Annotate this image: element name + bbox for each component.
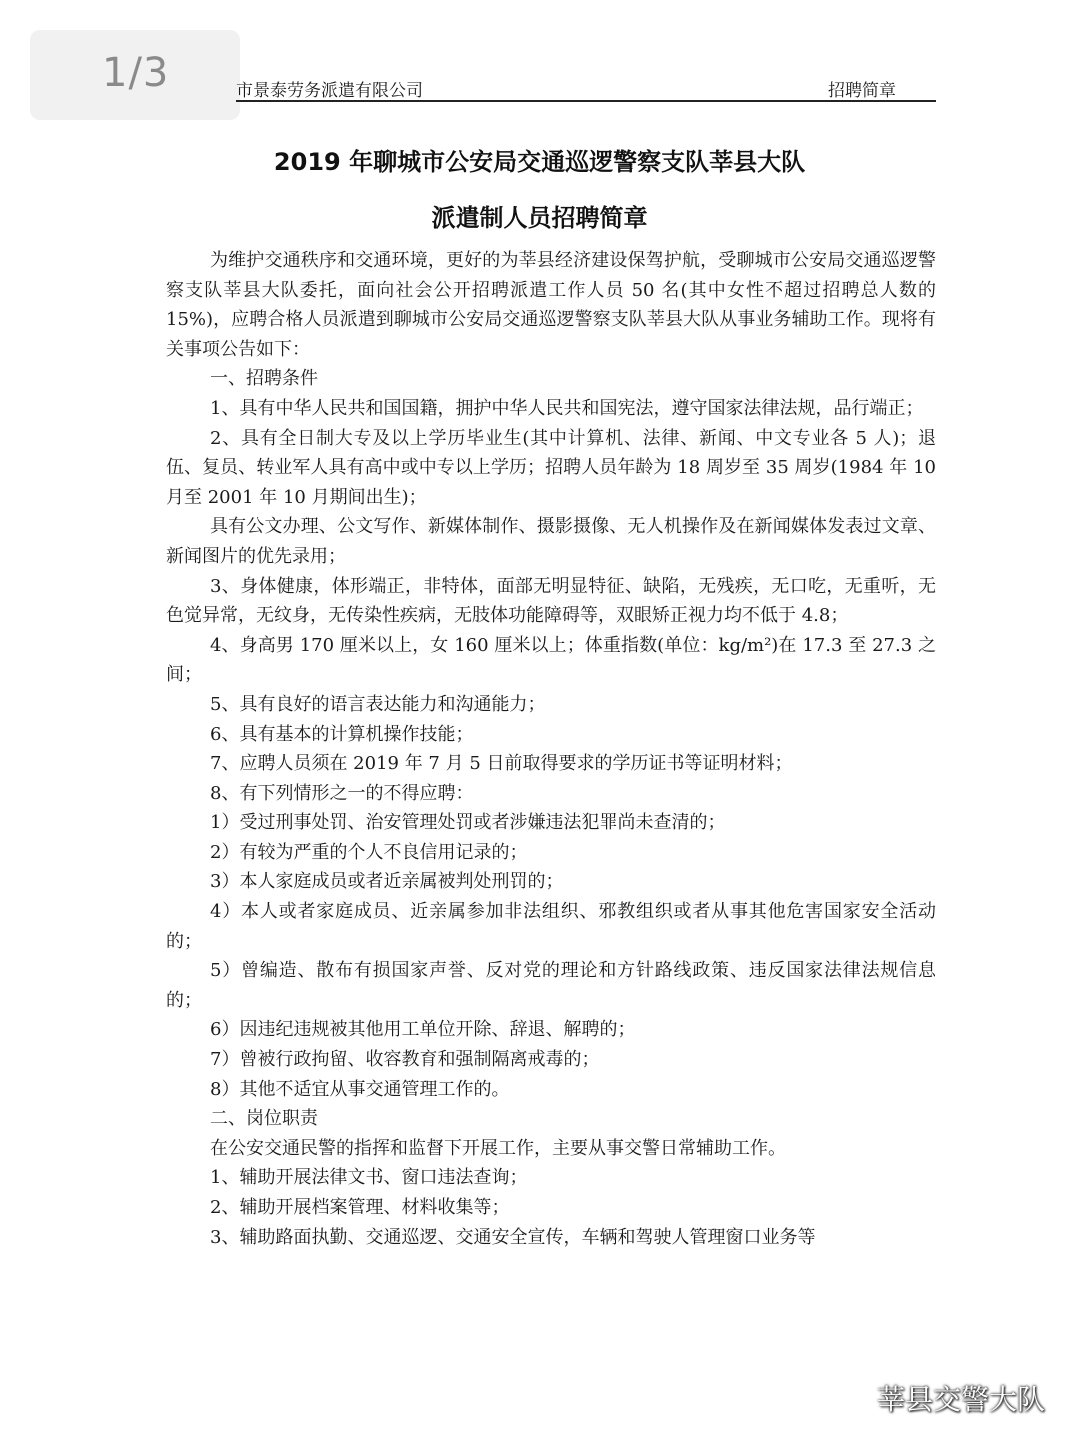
exclusion-item: 6）因违纪违规被其他用工单位开除、辞退、解聘的； bbox=[210, 1019, 636, 1041]
document-header bbox=[236, 72, 936, 102]
title-line-1: 2019 年聊城市公安局交通巡逻警察支队莘县大队 bbox=[273, 148, 806, 176]
page-indicator bbox=[30, 30, 240, 120]
duty-summary: 在公安交通民警的指挥和监督下开展工作，主要从事交警日常辅助工作。 bbox=[210, 1137, 786, 1159]
document-body bbox=[166, 246, 936, 1252]
exclusion-item: 7）曾被行政拘留、收容教育和强制隔离戒毒的； bbox=[210, 1049, 600, 1071]
wechat-icon bbox=[839, 1386, 869, 1410]
requirement-item: 7、应聘人员须在 2019 年 7 月 5 日前取得要求的学历证书等证明材料； bbox=[210, 753, 793, 775]
duty-item: 1、辅助开展法律文书、窗口违法查询； bbox=[210, 1167, 528, 1189]
title-line-2: 派遣制人员招聘简章 bbox=[431, 204, 648, 232]
company-name: 市景泰劳务派遣有限公司 bbox=[236, 81, 423, 101]
exclusion-item: 8）其他不适宜从事交通管理工作的。 bbox=[210, 1078, 510, 1100]
section-heading: 一、招聘条件 bbox=[210, 368, 318, 390]
exclusion-item: 3）本人家庭成员或者近亲属被判处刑罚的； bbox=[210, 871, 564, 893]
exclusion-item: 2）有较为严重的个人不良信用记录的； bbox=[210, 841, 528, 863]
intro-paragraph: 为维护交通秩序和交通环境，更好的为莘县经济建设保驾护航，受聊城市公安局交通巡逻警察支队莘县大队委托，面向社会公开招聘派遣工作人员 50 名(其中女性不超过招聘总人数的 15%)，应聘合格人员派遣到聊城市公安局交通巡逻警察支队莘县大队从事业务辅助工作。现将有关事项公告如下： bbox=[166, 250, 936, 360]
watermark bbox=[839, 1378, 1045, 1418]
requirement-item: 4、身高男 170 厘米以上，女 160 厘米以上；体重指数(单位：kg/m²)在 17.3 至 27.3 之间； bbox=[166, 634, 936, 686]
requirement-item: 8、有下列情形之一的不得应聘： bbox=[210, 782, 474, 804]
duty-item: 2、辅助开展档案管理、材料收集等； bbox=[210, 1197, 510, 1218]
requirement-item: 5、具有良好的语言表达能力和沟通能力； bbox=[210, 693, 546, 715]
exclusion-item: 1）受过刑事处罚、治安管理处罚或者涉嫌违法犯罪尚未查清的； bbox=[210, 812, 726, 834]
exclusion-item: 5）曾编造、散布有损国家声誉、反对党的理论和方针路线政策、违反国家法律法规信息的； bbox=[166, 960, 936, 1011]
watermark-text: 莘县交警大队 bbox=[876, 1383, 1045, 1416]
document-type: 招聘简章 bbox=[828, 81, 896, 101]
requirement-item: 2、具有全日制大专及以上学历毕业生(其中计算机、法律、新闻、中文专业各 5 人)；退伍、复员、转业军人具有高中或中专以上学历；招聘人员年龄为 18 周岁至 35 周岁(1984 年 10 月至 2001 年 10 月期间出生)； bbox=[166, 427, 936, 508]
requirement-item: 具有公文办理、公文写作、新媒体制作、摄影摄像、无人机操作及在新闻媒体发表过文章、新闻图片的优先录用； bbox=[166, 516, 936, 567]
section-heading: 二、岗位职责 bbox=[210, 1108, 318, 1130]
duty-item: 3、辅助路面执勤、交通巡逻、交通安全宣传，车辆和驾驶人管理窗口业务等 bbox=[210, 1226, 816, 1248]
requirement-item: 1、具有中华人民共和国国籍，拥护中华人民共和国宪法，遵守国家法律法规，品行端正； bbox=[210, 397, 924, 419]
page-counter: 1/3 bbox=[102, 50, 170, 96]
exclusion-item: 4）本人或者家庭成员、近亲属参加非法组织、邪教组织或者从事其他危害国家安全活动的； bbox=[166, 901, 936, 952]
requirement-item: 6、具有基本的计算机操作技能； bbox=[210, 723, 474, 745]
requirement-item: 3、身体健康，体形端正，非特体，面部无明显特征、缺陷，无残疾，无口吃，无重听，无色觉异常，无纹身，无传染性疾病，无肢体功能障碍等，双眼矫正视力均不低于 4.8； bbox=[166, 575, 936, 627]
